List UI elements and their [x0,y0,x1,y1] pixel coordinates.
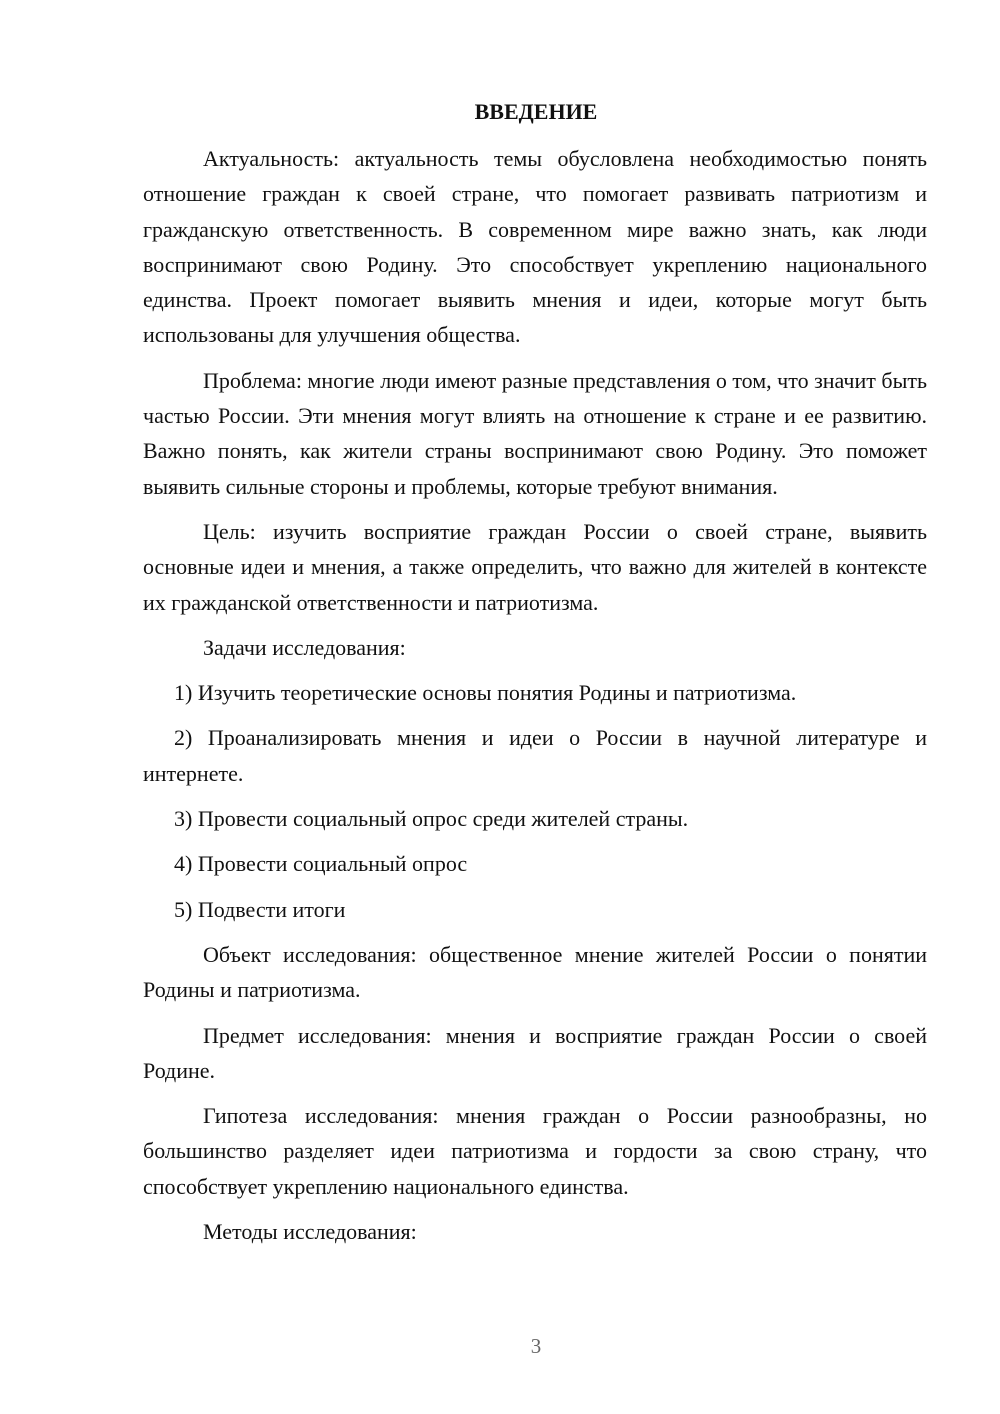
task-item-5: 5) Подвести итоги [174,896,346,922]
task-item-4: 4) Провести социальный опрос [174,851,468,877]
task-item-3: 3) Провести социальный опрос среди жителей страны. [174,806,689,832]
paragraph-subject: Предмет исследования: мнения и восприятие граждан России о своей Родине. [143,1022,927,1083]
paragraph-goal: Цель: изучить восприятие граждан России о своей стране, выявить основные идеи и мнения, а также определить, что важно для жителей в контексте их гражданской ответственности и патриотизма. [143,518,927,615]
paragraph-relevance: Актуальность: актуальность темы обусловлена необходимостью понять отношение граждан к своей стране, что помогает развивать патриотизм и гражданскую ответственность. В современном мире важно знать, как люди воспринимают свою Родину. Это способствует укреплению национального единства. Проект помогает выявить мнения и идеи, которые могут быть использованы для улучшения общества. [143,146,927,348]
paragraph-problem: Проблема: многие люди имеют разные представления о том, что значит быть частью России. Эти мнения могут влиять на отношение к стране и ее развитию. Важно понять, как жители страны воспринимают свою Родину. Это поможет выявить сильные стороны и проблемы, которые требуют внимания. [143,367,927,499]
paragraph-object: Объект исследования: общественное мнение жителей России о понятии Родины и патриотизма. [143,941,927,1003]
page-number: 3 [530,1334,542,1358]
paragraph-methods: Методы исследования: [203,1219,417,1245]
task-item-2: 2) Проанализировать мнения и идеи о России в научной литературе и интернете. [143,725,927,786]
paragraph-tasks-heading: Задачи исследования: [203,634,406,660]
task-item-1: 1) Изучить теоретические основы понятия Родины и патриотизма. [174,680,797,706]
document-page [143,94,927,1259]
paragraph-hypothesis: Гипотеза исследования: мнения граждан о России разнообразны, но большинство разделяет идеи патриотизма и гордости за свою страну, что способствует укреплению национального единства. [143,1103,927,1199]
document-title: ВВЕДЕНИЕ [474,99,598,124]
